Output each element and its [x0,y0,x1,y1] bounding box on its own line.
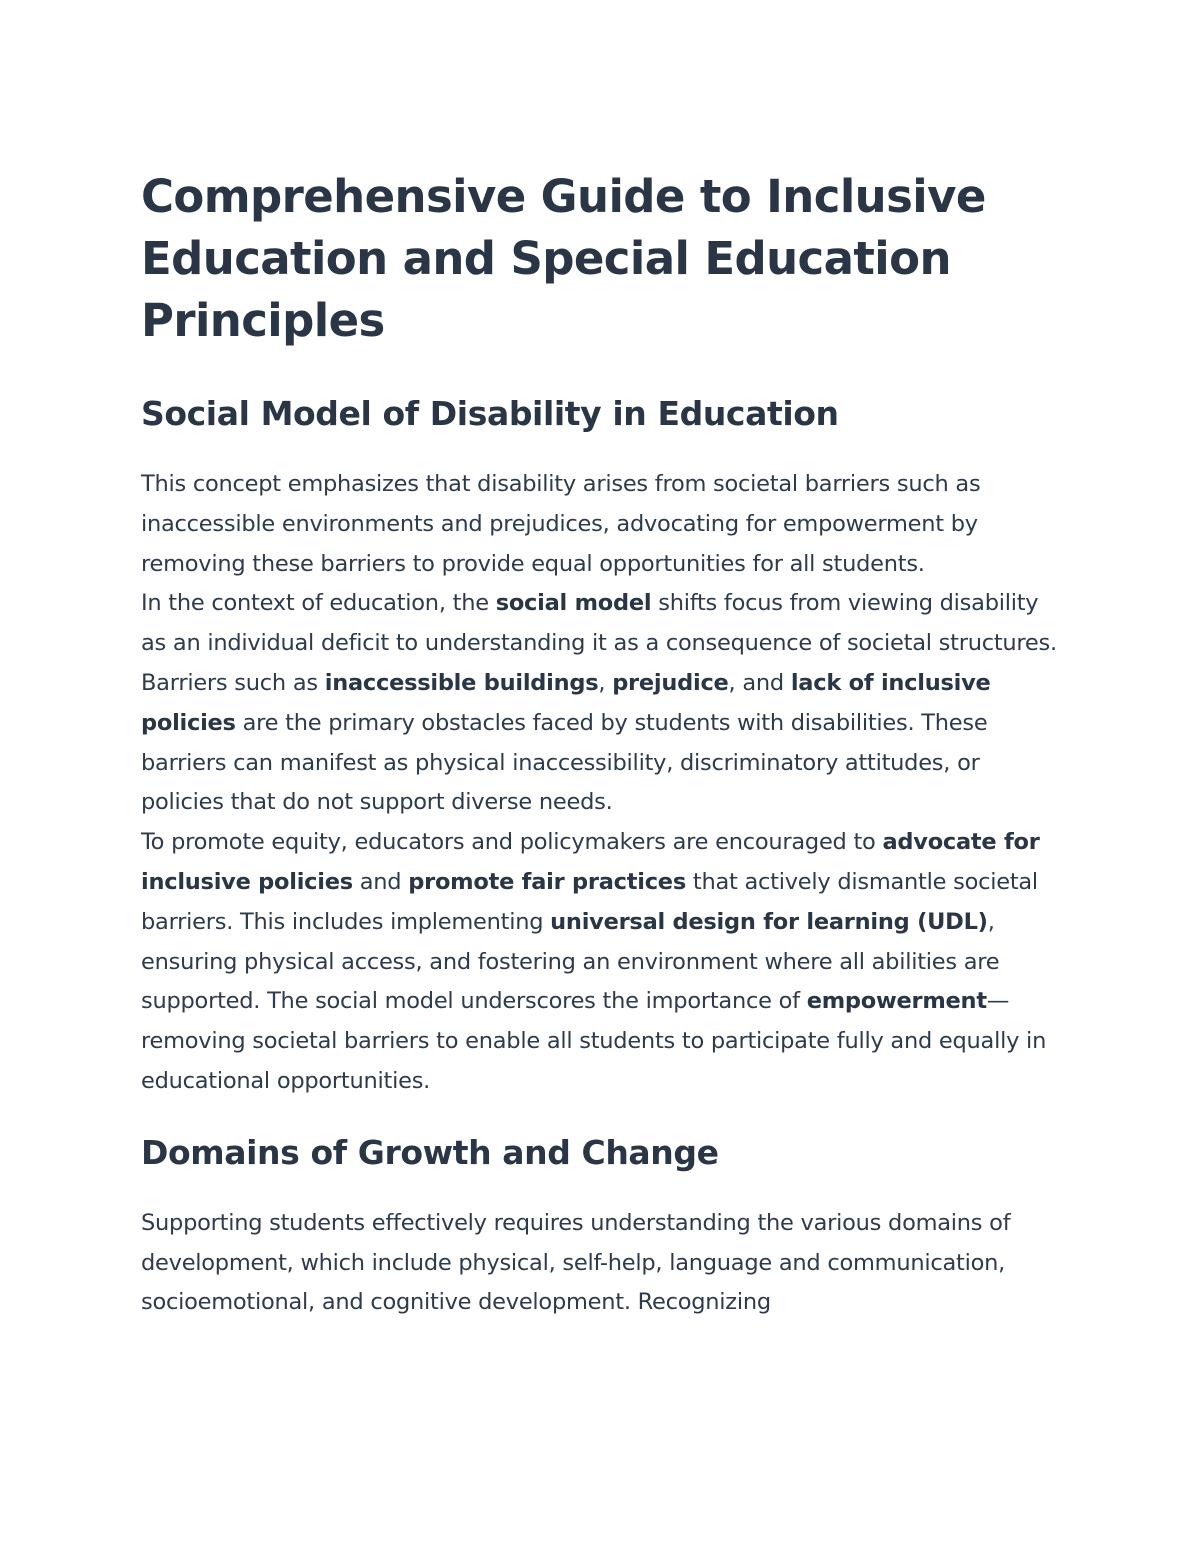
text-run: , ensuring physical access, and fostering an environment where all abilities are supported. The social model underscores the importance of [141,908,1000,1015]
text-run: , [598,669,613,696]
section-heading-domains: Domains of Growth and Change [141,1132,719,1172]
text-run: Supporting students effectively requires understanding the various domains of development, which include physical, self-help, language and communication, socioemotional, and cognitive development. Recognizing [141,1209,1011,1316]
bold-text: inaccessible buildings [324,669,599,696]
text-run: that actively dismantle societal barriers. This includes implementing [141,868,1038,935]
bold-text: universal design for learning (UDL) [550,908,988,935]
bold-text: prejudice [612,669,729,696]
text-run: —removing societal barriers to enable all students to participate fully and equally in educational opportunities. [141,988,1047,1094]
bold-text: social model [495,590,652,617]
bold-text: empowerment [806,988,987,1015]
paragraph [141,823,1066,1102]
text-run: In the context of education, the [141,590,496,617]
section-body-social-model [141,465,1066,1102]
text-run: To promote equity, educators and policymakers are encouraged to [141,829,883,856]
text-run: This concept emphasizes that disability arises from societal barriers such as inaccessible environments and prejudices, advocating for empowerment by removing these barriers to provide equal opportunities for all students. [141,471,981,577]
paragraph [141,584,1066,823]
section-body-domains [141,1204,1066,1323]
document-page [141,166,1066,1323]
paragraph [141,1204,1066,1323]
text-run: , and [728,669,791,696]
text-run: and [352,868,409,895]
document-title: Comprehensive Guide to Inclusive Education and Special Education Principles [141,170,986,347]
bold-text: advocate for inclusive policies [141,829,1040,895]
text-run: shifts focus from viewing disability as an individual deficit to understanding it as a consequence of societal structures. Barriers such as [141,590,1057,696]
section-heading-social-model: Social Model of Disability in Education [141,394,839,433]
paragraph [141,465,1066,584]
text-run: are the primary obstacles faced by students with disabilities. These barriers can manifest as physical inaccessibility, discriminatory attitudes, or policies that do not support diverse needs. [141,709,988,816]
bold-text: promote fair practices [408,868,686,895]
bold-text: lack of inclusive policies [141,669,991,736]
